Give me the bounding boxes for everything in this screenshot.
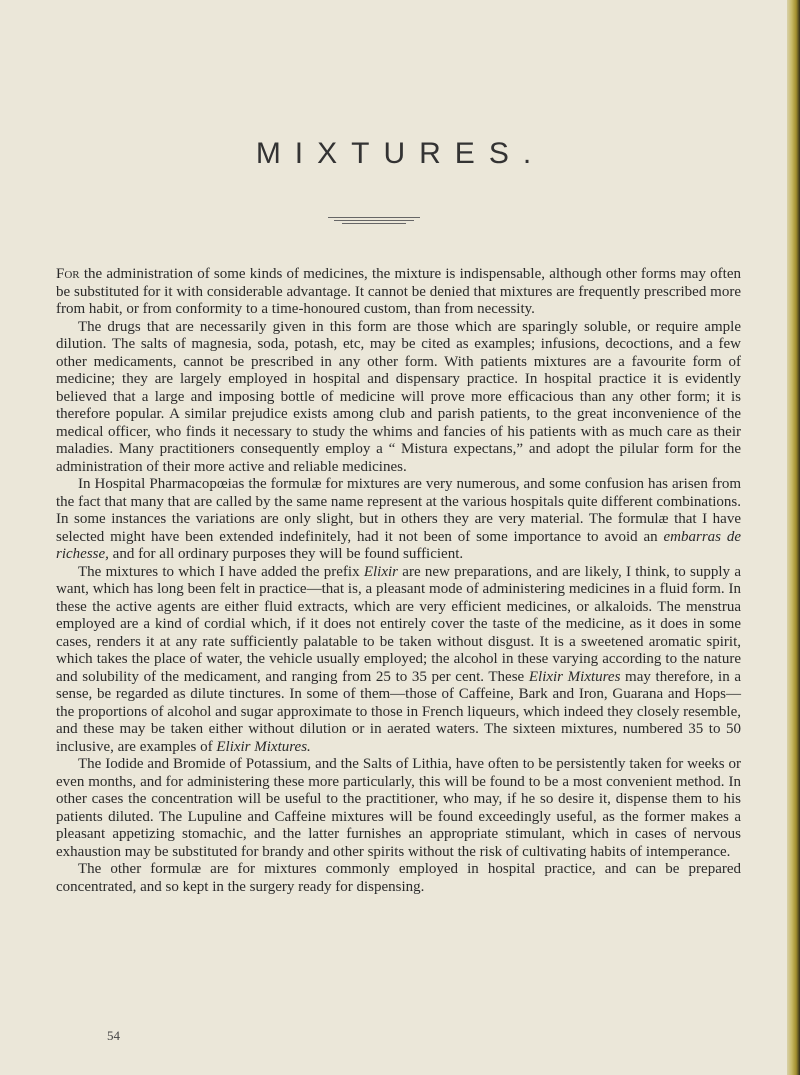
paragraph-3 <box>56 476 741 564</box>
title-rule-ornament <box>328 217 420 226</box>
paragraph-3-text-a: In Hospital Pharmacopœias the formulæ for mixtures are very numerous, and some confusion has arisen from the fact that many that are called by the same name represent at the various hospitals quite different combinations. In some instances the variations are only slight, but in others they are very material. The formulæ that I have selected might have been extended indefinitely, had it not been of some importance to avoid an <box>56 476 741 545</box>
paragraph-1-lead: For <box>56 266 80 282</box>
paragraph-1-text: the administration of some kinds of medicines, the mixture is indispensable, although other forms may often be substituted for it with considerable advantage. It cannot be denied that mixtures are frequently prescribed more from habit, or from conformity to a time-honoured custom, than from necessity. <box>56 266 741 317</box>
paragraph-4-italic-c: Elixir Mixtures. <box>216 738 311 755</box>
paragraph-1 <box>56 266 741 319</box>
paragraph-4-text-c: may therefore, in a sense, be regarded as dilute tinctures. In some of them—those of Caffeine, Bark and Iron, Guarana and Hops—the proportions of alcohol and sugar approximate to those in French liqueurs, which indeed they closely resemble, and these may be taken either without dilution or in aerated waters. The sixteen mixtures, numbered 35 to 50 inclusive, are examples of <box>56 668 741 755</box>
paragraph-4 <box>56 564 741 757</box>
page-number: 54 <box>107 1028 120 1043</box>
body-text <box>56 266 741 896</box>
paragraph-3-italic: embarras de richesse, <box>56 528 741 562</box>
paragraph-3-text-b: and for all ordinary purposes they will be found sufficient. <box>108 546 464 562</box>
paragraph-2: The drugs that are necessarily given in this form are those which are sparingly soluble, or require ample dilution. The salts of magnesia, soda, potash, etc, may be cited as examples; infusions, decoctions, and a few other medicaments, cannot be prescribed in any other form. With patients mixtures are a favourite form of medicine; they are largely employed in hospital and dispensary practice. In hospital practice it is evidently believed that a large and imposing bottle of medicine will prove more efficacious than any other form; it is therefore popular. A similar prejudice exists among club and parish patients, to the great inconvenience of the medical officer, who finds it necessary to study the whims and fancies of his patients with as much care as their maladies. Many practitioners consequently employ a “ Mistura expectans,” and adopt the pilular form for the administration of their more active and reliable medicines. <box>56 318 741 475</box>
paragraph-4-text-a: The mixtures to which I have added the prefix <box>78 563 364 580</box>
paragraph-4-text-b: are new preparations, and are likely, I think, to supply a want, which has long been felt in practice—that is, a pleasant mode of administering medicines in a fluid form. In these the active agents are either fluid extracts, which are very efficient medicines, or alkaloids. The menstrua employed are a kind of cordial which, if it does not entirely cover the taste of the medicine, as it does in some cases, renders it at any rate sufficiently palatable to be taken without disgust. It is a sweetened aromatic spirit, which takes the place of water, the vehicle usually employed; the alcohol in these varying according to the nature and solubility of the medicament, and ranging from 25 to 35 per cent. These <box>56 563 741 685</box>
paragraph-6: The other formulæ are for mixtures commonly employed in hospital practice, and can be prepared concentrated, and so kept in the surgery ready for dispensing. <box>56 861 741 895</box>
paragraph-5: The Iodide and Bromide of Potassium, and the Salts of Lithia, have often to be persistently taken for weeks or even months, and for administering these more particularly, this will be found to be a most convenient method. In other cases the concentration will be useful to the practitioner, who may, if he so desire it, dispense them to his patients diluted. The Lupuline and Caffeine mixtures will be found exceedingly useful, as the former makes a pleasant appetizing stomachic, and the latter furnishes an appropriate stimulant, which in cases of nervous exhaustion may be substituted for brandy and other spirits without the risk of cultivating habits of intemperance. <box>56 756 741 860</box>
paragraph-4-italic-a: Elixir <box>363 563 399 580</box>
paragraph-4-italic-b: Elixir Mixtures <box>528 668 621 685</box>
book-page-edge <box>787 0 800 1075</box>
page-title: MIXTURES. <box>255 137 546 170</box>
